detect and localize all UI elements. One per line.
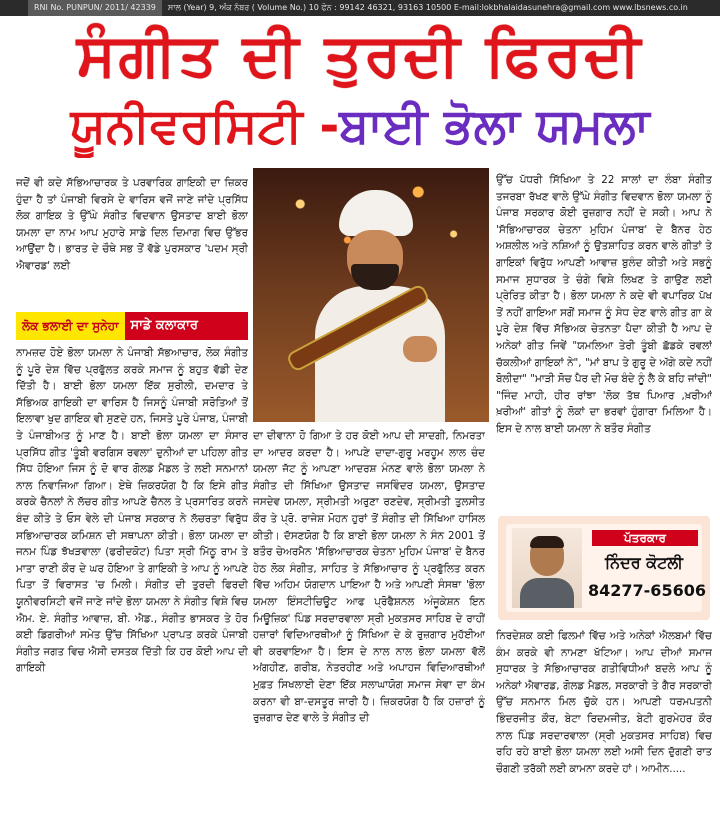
article-column-2: ਦਾ ਦੀਵਾਨਾ ਹੋ ਗਿਆ ਤੇ ਹਰ ਕੋਈ ਆਪ ਦੀ ਸਾਦਗੀ, ਨਿਮਰਤਾ ਦਾ ਆਦਰ ਕਰਦਾ ਹੈ। ਆਪਣੇ ਦਾਦਾ-ਗੁਰੂ ਮਰਹੂਮ ਲਾਲ ਚੰਦ ਯਮਲਾ ਜੱਟ ਨੂੰ ਆਪਣਾ ਆਦਰਸ਼ ਮੰਨਣ ਵਾਲੇ ਭੋਲਾ ਯਮਲਾ ਨੇ ਸੰਗੀਤ ਦੀ ਸਿੱਖਿਆ ਉਸਤਾਦ ਜਸਵਿੰਦਰ ਯਮਲਾ, ਉਸਤਾਦ ਜਸਦੇਵ ਯਮਲਾ, ਸ੍ਰੀਮਤੀ ਅਰੁਣਾ ਰਣਦੇਵ, ਸ੍ਰੀਮਤੀ ਤੁਲਸੀਤ ਕੌਰ ਤੇ ਪ੍ਰੋ. ਰਾਜੇਸ਼ ਮੋਹਨ ਹੁਰਾਂ ਤੋਂ ਸੰਗੀਤ ਦੀ ਸਿੱਖਿਆ ਹਾਸਿਲ ਕੀਤੀ। ਦੱਸਣਯੋਗ ਹੈ ਕਿ ਬਾਈ ਭੋਲਾ ਯਮਲਾ ਨੇ ਸੰਨ 2001 ਤੋਂ ਬਤੌਰ ਚੇਅਰਮੈਨ 'ਸੱਭਿਆਚਾਰਕ ਚੇਤਨਾ ਮੁਹਿਮ ਪੰਜਾਬ' ਦੇ ਬੈਨਰ ਹੇਠ ਲੋਕ ਸੰਗੀਤ, ਸਾਹਿਤ ਤੇ ਸੱਭਿਆਚਾਰ ਨੂੰ ਪ੍ਰਫੁੱਲਿਤ ਕਰਨ ਵਿੱਚ ਅਹਿਮ ਯੋਗਦਾਨ ਪਾਇਆ ਹੈ ਅਤੇ ਆਪਣੀ ਸੰਸਥਾ 'ਭੋਲਾ ਯਮਲਾ ਇੰਸਟੀਚਿਊਟ ਆਫ ਪ੍ਰੋਫੈਸ਼ਨਲ ਅੰਜੂਕੇਸ਼ਨ ਇਨ ਮਿਊਜ਼ਿਕ' ਪਿੰਡ ਸਰਦਾਰਵਾਲਾ ਸ੍ਰੀ ਮੁਕਤਸਰ ਸਾਹਿਬ ਦੇ ਰਾਹੀਂ ਹਜ਼ਾਰਾਂ ਵਿਦਿਆਰਥੀਆਂ ਨੂੰ ਸਿੱਖਿਆ ਦੇ ਕੇ ਰੁਜ਼ਗਾਰ ਮੁਹੱਈਆ ਵੀ ਕਰਵਾਇਆ ਹੈ। ਇਸ ਦੇ ਨਾਲ ਨਾਲ ਭੋਲਾ ਯਮਲਾ ਵੱਲੋਂ ਅਂਗਹੀਣ, ਗਰੀਬ, ਨੇਤਰਹੀਣ ਅਤੇ ਅਪਾਹਜ ਵਿਦਿਆਰਥੀਆਂ ਮੁਫ਼ਤ ਸਿਖਲਾਈ ਦੇਣਾ ਇੱਕ ਸਲਾਘਾਯੋਗ ਸਮਾਜ ਸੇਵਾ ਦਾ ਕੰਮ ਕਰਨਾ ਵੀ ਬਾ-ਦਸਤੂਰ ਜਾਰੀ ਹੈ। ਜ਼ਿਕਰਯੋਗ ਹੈ ਕਿ ਹਜ਼ਾਰਾਂ ਨੂੰ ਰੁਜ਼ਗਾਰ ਦੇਣ ਵਾਲੇ ਤੇ ਸੰਗੀਤ ਦੀ — [253, 430, 485, 725]
reporter-hair — [530, 536, 564, 548]
reporter-card — [506, 524, 706, 612]
article-column-1-bottom: ਨਾਮਜ਼ਦ ਹੋਏ ਭੋਲਾ ਯਮਲਾ ਨੇ ਪੰਜਾਬੀ ਸੱਭਆਚਾਰ, ਲੋਕ ਸੰਗੀਤ ਨੂੰ ਪੂਰੇ ਦੇਸ਼ ਵਿੱਚ ਪ੍ਰਫੁੱਲਤ ਕਰਕੇ ਸਮਾਜ ਨੂੰ ਬਹੁਤ ਵੱਡੀ ਦੇਣ ਦਿੱਤੀ ਹੈ। ਬਾਈ ਭੋਲਾ ਯਮਲਾ ਇੱਕ ਸੁਰੀਲੀ, ਦਮਦਾਰ ਤੇ ਸੱਭਿਅਕ ਗਾਇਕੀ ਦਾ ਵਾਰਿਸ ਹੈ ਜਿਸਨੂੰ ਪੰਜਾਬੀ ਸਰੋਤਿਆਂ ਤੋਂ ਇਲਾਵਾ ਖੁਦ ਗਾਇਕ ਵੀ ਸੁਣਦੇ ਹਨ, ਜਿਸਤੇ ਪੂਰੇ ਪੰਜਾਬ, ਪੰਜਾਬੀ ਤੇ ਪੰਜਾਬੀਅਤ ਨੂੰ ਮਾਣ ਹੈ। ਬਾਈ ਭੋਲਾ ਯਮਲਾ ਦਾ ਸੰਸਾਰ ਪ੍ਰਸਿੱਧ ਗੀਤ 'ਤੂੰਬੀ ਵਰਗਿਸ ਰਵਲਾ' ਦੁਨੀਆਂ ਦਾ ਪਹਿਲਾ ਗੀਤ ਸਿੱਧ ਹੋਇਆ ਜਿਸ ਨੂੰ ਦੋ ਵਾਰ ਗੋਲਡ ਮੈਡਲ ਤੇ ਲਈ ਸਨਮਾਨਾਂ ਨਾਲ ਨਿਵਾਜਿਆ ਗਿਆ। ਏਥੇ ਜ਼ਿਕਰਯੋਗ ਹੈ ਕਿ ਇਸੇ ਗੀਤ ਕਰਕੇ ਚੈਨਲਾਂ ਨੇ ਲੱਚਰ ਗੀਤ ਆਪਣੇ ਚੈਨਲ ਤੇ ਪ੍ਰਸਾਰਿਤ ਕਰਨੇ ਬੰਦ ਕੀਤੇ ਤੇ ਓਸ ਵੇਲੇ ਦੀ ਪੰਜਾਬ ਸਰਕਾਰ ਨੇ ਲੱਚਰਤਾ ਵਿਰੁੱਧ ਸਭਿਆਚਾਰਕ ਕਮਿਸ਼ਨ ਦੀ ਸਥਾਪਨਾ ਕੀਤੀ। ਭੋਲਾ ਯਮਲਾ ਦਾ ਜਨਮ ਪਿੰਡ ਝੱਖੜਵਾਲਾ (ਫਰੀਦਕੋਟ) ਪਿਤਾ ਸ੍ਰੀ ਮਿੱਠੂ ਰਾਮ ਤੇ ਮਾਤਾ ਰਾਣੀ ਕੌਰ ਦੇ ਘਰ ਹੋਇਆ ਤੇ ਗਾਇਕੀ ਤੇ ਆਪ ਨੂੰ ਆਪਣੇ ਪਿਤਾ ਤੋਂ ਵਿਰਾਸਤ 'ਚ ਮਿਲੀ। ਸੰਗੀਤ ਦੀ ਤੁਰਦੀ ਫਿਰਦੀ ਯੂਨੀਵਰਸਿਟੀ ਵਜੋਂ ਜਾਣੇ ਜਾਂਦੇ ਭੋਲਾ ਯਮਲਾ ਨੇ ਸੰਗੀਤ ਵਿਸ਼ੇ ਵਿਚ ਐਮ. ਏ. ਸੰਗੀਤ ਆਵਾਜ਼, ਬੀ. ਐਡ., ਸੰਗੀਤ ਭਾਸਕਰ ਤੇ ਹੋਰ ਕਈ ਡਿਗਰੀਆਂ ਸਮੇਤ ਉੱਚ ਸਿੱਖਿਆ ਪ੍ਰਾਪਤ ਕਰਕੇ ਪੰਜਾਬੀ ਸੰਗੀਤ ਜਗਤ ਵਿਚ ਐਸੀ ਦਸਤਕ ਦਿੱਤੀ ਕਿ ਹਰ ਕੋਈ ਆਪ ਦੀ ਗਾਇਕੀ — [16, 347, 248, 675]
headline-line-1: ਸੰਗੀਤ ਦੀ ਤੁਰਦੀ ਫਿਰਦੀ — [76, 21, 644, 89]
section-banner — [16, 312, 248, 340]
reporter-shirt — [520, 578, 574, 608]
article-column-3-bottom: ਨਿਰਦੇਸ਼ਕ ਕਈ ਫਿਲਮਾਂ ਵਿੱਚ ਅਤੇ ਅਨੇਕਾਂ ਐਲਬਮਾਂ ਵਿੱਚ ਕੰਮ ਕਰਕੇ ਵੀ ਨਾਮਣਾ ਖੱਟਿਆ। ਆਪ ਦੀਆਂ ਸਮਾਜ ਸੁਧਾਰਕ ਤੇ ਸੱਭਿਆਚਾਰਕ ਗਤੀਵਿਧੀਆਂ ਬਦਲੇ ਆਪ ਨੂੰ ਅਨੇਕਾਂ ਐਵਾਰਡ, ਗੋਲਡ ਮੈਡਲ, ਸਰਕਾਰੀ ਤੇ ਗੈਰ ਸਰਕਾਰੀ ਉੱਚ ਸਨਮਾਨ ਮਿਲ ਚੁੱਕੇ ਹਨ। ਆਪਣੀ ਧਰਮਪਤਨੀ ਭਿੰਦਰਜੀਤ ਕੌਰ, ਬੇਟਾ ਰਿਦਮਜੀਤ, ਬੇਟੀ ਗੁਰਮੇਹਰ ਕੌਰ ਨਾਲ ਪਿੰਡ ਸਰਦਾਰਵਾਲਾ (ਸ੍ਰੀ ਮੁਕਤਸਰ ਸਾਹਿਬ) ਵਿਚ ਰਹਿ ਰਹੇ ਬਾਈ ਭੋਲਾ ਯਮਲਾ ਲਈ ਅਸੀ ਦਿਨ ਦੁੱਗਣੀ ਰਾਤ ਚੌਗਣੀ ਤਰੱਕੀ ਲਈ ਕਾਮਨਾ ਕਰਦੇ ਹਾਂ। ਆਮੀਨ..... — [496, 630, 712, 775]
article-column-1-top: ਜਦੋਂ ਵੀ ਕਦੇ ਸੱਭਿਆਚਾਰਕ ਤੇ ਪਰਵਾਰਿਕ ਗਾਇਕੀ ਦਾ ਜ਼ਿਕਰ ਹੁੰਦਾ ਹੈ ਤਾਂ ਪੰਜਾਬੀ ਵਿਰਸੇ ਦੇ ਵਾਰਿਸ ਵਜੋਂ ਜਾਣੇ ਜਾਂਦੇ ਪ੍ਰਸਿੱਧ ਲੋਕ ਗਾਇਕ ਤੇ ਉੱਘੇ ਸੰਗੀਤ ਵਿਦਵਾਨ ਉਸਤਾਦ ਬਾਈ ਭੋਲਾ ਯਮਲਾ ਦਾ ਨਾਮ ਆਪ ਮੁਹਾਰੇ ਸਾਡੇ ਦਿਲ ਦਿਮਾਗ ਵਿਚ ਉੱਭਰ ਆਉਂਦਾ ਹੈ। ਭਾਰਤ ਦੇ ਚੌਥੇ ਸਭ ਤੋਂ ਵੱਡੇ ਪੁਰਸਕਾਰ 'ਪਦਮ ਸ੍ਰੀ ਐਵਾਰਡ' ਲਈ — [16, 177, 248, 272]
registration-number: RNI No. PUNPUN/ 2011/ 42339 — [28, 0, 162, 16]
masthead-details: ਸਾਲ (Year) 9, ਅੰਕ ਨੰਬਰ ( Volume No.) 10 ਫੋਨ : 99142 46321, 93163 10500 E-mail:lokbhalaidasunehra@gmail.com www.lbsnews.co.in — [167, 3, 688, 12]
reporter-photo — [512, 528, 582, 608]
headline-line-2-red: ਯੂਨੀਵਰਸਿਟੀ - — [70, 98, 340, 154]
section-banner-title: ਸਾਡੇ ਕਲਾਕਾਰ — [125, 312, 248, 340]
headline-line-2-purple: ਬਾਈ ਭੋਲਾ ਯਮਲਾ — [339, 98, 650, 154]
headline-line-2 — [0, 94, 720, 158]
reporter-name: ਨਿੰਦਰ ਕੋਟਲੀ — [604, 553, 684, 572]
masthead-strip — [0, 0, 720, 16]
section-banner-publication: ਲੋਕ ਭਲਾਈ ਦਾ ਸੁਨੇਹਾ — [16, 312, 125, 340]
reporter-box — [498, 516, 710, 620]
reporter-label: ਪੱਤਰਕਾਰ — [592, 530, 698, 546]
reporter-phone: 84277-65606 — [588, 581, 706, 600]
singer-hand — [403, 336, 437, 362]
article-column-3-top: ਉੱਚ ਪੱਧਰੀ ਸਿੱਖਿਆ ਤੇ 22 ਸਾਲਾਂ ਦਾ ਲੰਬਾ ਸੰਗੀਤ ਤਜਰਬਾ ਰੱਖਣ ਵਾਲੇ ਉੱਘੇ ਸੰਗੀਤ ਵਿਦਵਾਨ ਭੋਲਾ ਯਮਲਾ ਨੂੰ ਪੰਜਾਬ ਸਰਕਾਰ ਕੋਈ ਰੁਜ਼ਗਾਰ ਨਹੀਂ ਦੇ ਸਕੀ। ਆਪ ਨੇ 'ਸੱਭਿਆਚਾਰਕ ਚੇਤਨਾ ਮੁਹਿਮ ਪੰਜਾਬ' ਦੇ ਬੈਨਰ ਹੇਠ ਅਸ਼ਲੀਲ ਅਤੇ ਨਸ਼ਿਆਂ ਨੂੰ ਉਤਸ਼ਾਹਿਤ ਕਰਨ ਵਾਲੇ ਗੀਤਾਂ ਤੇ ਗਾਇਕਾਂ ਵਿਰੁੱਧ ਆਪਣੀ ਆਵਾਜ਼ ਬੁਲੰਦ ਕੀਤੀ ਅਤੇ ਸਭਨੂੰ ਸਮਾਜ ਸੁਧਾਰਕ ਤੇ ਚੰਗੇ ਵਿਸ਼ੇ ਲਿਖਣ ਤੇ ਗਾਉਣ ਲਈ ਪ੍ਰੇਰਿਤ ਕੀਤਾ ਹੈ। ਭੋਲਾ ਯਮਲਾ ਨੇ ਕਦੇ ਵੀ ਵਪਾਰਿਕ ਪੱਖ ਤੋਂ ਨਹੀਂ ਗਾਇਆ ਸਗੋਂ ਸਮਾਜ ਨੂੰ ਸੇਧ ਦੇਣ ਵਾਲੇ ਗੀਤ ਗਾ ਕੇ ਪੂਰੇ ਦੇਸ਼ ਵਿੱਚ ਸੱਭਿਅਕ ਚੇਤਨਤਾ ਪੈਦਾ ਕੀਤੀ ਹੈ ਆਪ ਦੇ ਅਨੇਕਾਂ ਗੀਤ ਜਿਵੇਂ "ਯਮਲਿਆ ਤੇਰੀ ਤੂੰਬੀ ਛੱਡਕੇ ਰਵਲਾਂ ਚੱਕਲੀਆਂ ਗਾਇਕਾਂ ਨੇ", "ਮਾਂ ਬਾਪ ਤੇ ਗੁਰੂ ਦੇ ਅੱਗੇ ਕਦੇ ਨਹੀਂ ਬੋਲੀਦਾ" "ਮਾੜੀ ਸੋਚ ਪੈਰ ਦੀ ਮੋਚ ਬੰਦੇ ਨੂੰ ਲੈ ਕੇ ਬਹਿ ਜਾਂਦੀ" "ਜਿੰਦ ਮਾਹੀ, ਹੀਰ ਰਾਂਝਾ 'ਲੋਕ ਤੱਥ ਪਿਆਰ ,ਖ਼ਰੀਆਂ ਖ਼ਰੀਆਂ' ਗੀਤਾਂ ਨੂੰ ਲੋਕਾਂ ਦਾ ਭਰਵਾਂ ਹੁੰਗਾਰਾ ਮਿਲਿਆ ਹੈ। ਇਸ ਦੇ ਨਾਲ ਬਾਈ ਯਮਲਾ ਨੇ ਬਤੌਰ ਸੰਗੀਤ — [496, 174, 712, 435]
singer-photo — [253, 168, 489, 422]
